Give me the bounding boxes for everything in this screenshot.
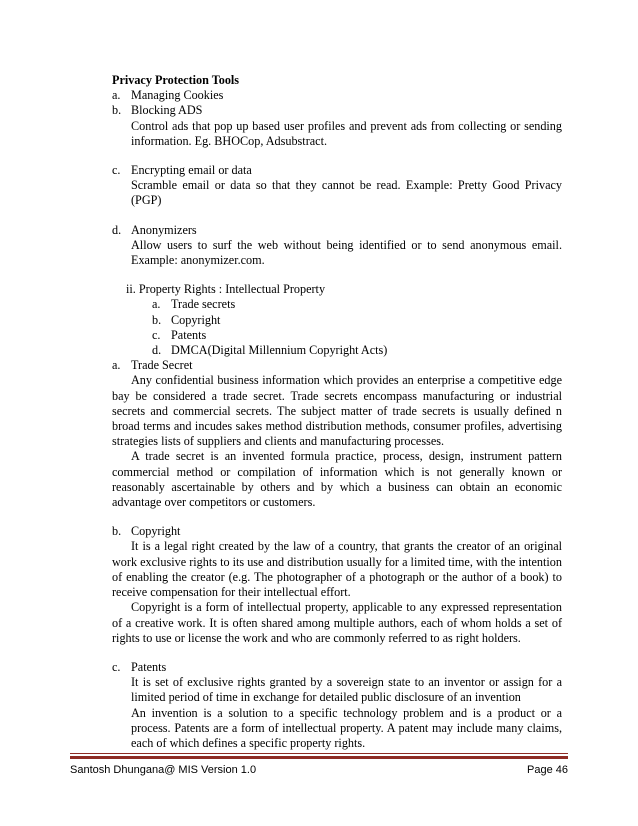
list-label: b. [152, 312, 162, 327]
list-item-text: DMCA(Digital Millennium Copyright Acts) [171, 343, 388, 358]
patents-section [112, 660, 562, 751]
tool-description: Allow users to surf the web without being identified or to send anonymous email. Example: anonymizer.com. [131, 237, 562, 268]
page-content [112, 73, 562, 751]
page-number: Page 46 [527, 764, 568, 776]
section-label: c. [112, 659, 121, 674]
list-label: d. [152, 343, 162, 358]
list-item [152, 328, 562, 343]
tool-item-c [112, 163, 562, 209]
footer-divider-thin [70, 753, 568, 754]
tool-item-d [112, 223, 562, 269]
trade-secret-section [112, 358, 562, 373]
patents-paragraph-1: It is set of exclusive rights granted by a sovereign state to an inventor or assign for a limited period of time in exchange for detailed public disclosure of an invention [131, 675, 562, 705]
list-item-text: Copyright [171, 312, 221, 327]
copyright-paragraph-1: It is a legal right created by the law of a country, that grants the creator of an original work exclusive rights to its use and distribution usually for a limited time, with the intention of enabling the creator (e.g. The photographer of a photograph or the author of a book) to receive compensation for their intellectual effort. [112, 539, 562, 600]
tool-description: Control ads that pop up based user profiles and prevent ads from collecting or sending information. Eg. BHOCop, Adsubstract. [131, 118, 562, 148]
trade-secret-paragraph-2: A trade secret is an invented formula practice, process, design, instrument pattern commercial method or compilation of information which is not generally known or reasonably ascertainable by others and by which a business can obtain an economic advantage over competitors or customers. [112, 449, 562, 510]
page-footer [70, 764, 568, 780]
copyright-paragraph-2: Copyright is a form of intellectual property, applicable to any expressed representation of a creative work. It is often shared among multiple authors, each of whom holds a set of rights to use or license the work and who are commonly referred to as right holders. [112, 600, 562, 645]
section-title: Copyright [131, 524, 181, 539]
property-rights-title: Property Rights : Intellectual Property [138, 282, 326, 297]
list-label: a. [152, 297, 161, 312]
patents-paragraph-2: An invention is a solution to a specific technology problem and is a product or a process. Patents are a form of intellectual property. A patent may include many claims, each of which defines a specific property rights. [131, 705, 562, 750]
list-label: c. [112, 163, 121, 178]
tool-item-b [112, 103, 562, 149]
roman-label: ii. [126, 282, 136, 297]
tool-title: Anonymizers [131, 222, 197, 237]
section-label: a. [112, 358, 121, 373]
property-rights-heading [112, 282, 562, 297]
list-item [152, 343, 562, 358]
list-item [152, 313, 562, 328]
tool-title: Encrypting email or data [131, 163, 252, 178]
section-label: b. [112, 524, 122, 539]
list-label: d. [112, 222, 122, 237]
trade-secret-paragraph-1: Any confidential business information which provides an enterprise a competitive edge bay be considered a trade secret. Trade secrets encompass manufacturing or industrial secrets and commercial secrets. The subject matter of trade secrets is usually defined n broad terms and incudes sakes method distribution methods, consumer profiles, advertising strategies lists of suppliers and clients and manufacturing processes. [112, 373, 562, 449]
property-rights-list [112, 297, 562, 358]
tool-title: Blocking ADS [131, 103, 203, 118]
section-title: Trade Secret [131, 358, 193, 373]
tool-description: Scramble email or data so that they cannot be read. Example: Pretty Good Privacy (PGP) [131, 178, 562, 208]
list-item [152, 297, 562, 312]
list-label: a. [112, 88, 121, 103]
tool-item-a [112, 88, 562, 103]
copyright-section [112, 524, 562, 539]
footer-divider-thick [70, 756, 568, 759]
list-item-text: Patents [171, 327, 207, 342]
section-heading: Privacy Protection Tools [112, 73, 240, 87]
tool-title: Managing Cookies [131, 88, 224, 103]
section-title: Patents [131, 659, 167, 674]
footer-author: Santosh Dhungana@ MIS Version 1.0 [70, 764, 257, 776]
list-label: c. [152, 327, 161, 342]
list-label: b. [112, 103, 122, 118]
list-item-text: Trade secrets [171, 297, 236, 312]
